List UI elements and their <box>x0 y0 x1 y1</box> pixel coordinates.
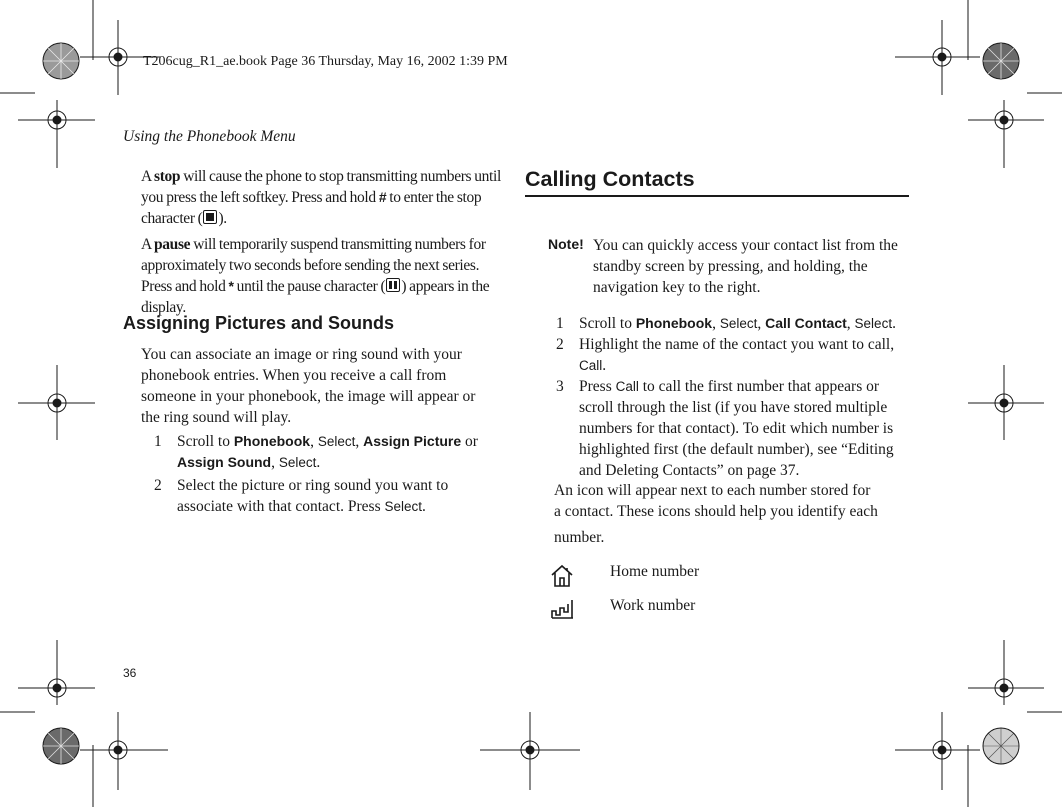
text: Highlight the name of the contact you want to call, <box>579 336 895 353</box>
list-item <box>141 475 477 517</box>
text: ) appears in the display. <box>141 278 490 316</box>
text: ). <box>218 210 227 227</box>
text: Press and hold <box>141 278 229 295</box>
print-slug: T206cug_R1_ae.book Page 36 Thursday, May 16, 2002 1:39 PM <box>143 54 508 69</box>
text: Scroll to <box>579 315 636 332</box>
menu-phonebook: Phonebook <box>635 315 713 331</box>
softkey-select: Select <box>854 316 893 331</box>
icon-intro-line-2: a contact. These icons should help you identify each <box>554 503 878 520</box>
text: . <box>422 498 426 515</box>
softkey-select: Select <box>719 316 758 331</box>
text: , <box>271 454 279 471</box>
work-number-label: Work number <box>610 597 696 614</box>
step-number: 3 <box>556 378 564 395</box>
text: , <box>846 315 855 332</box>
note-label: Note! <box>548 236 584 252</box>
menu-assign-sound: Assign Sound <box>177 454 272 470</box>
step-number: 1 <box>556 315 564 332</box>
step-number: 2 <box>154 477 162 494</box>
stop-character-icon <box>203 210 217 224</box>
menu-assign-picture: Assign Picture <box>363 433 462 449</box>
left-column <box>141 166 507 318</box>
text: will cause the phone to stop transmitting numbers until you press the left softkey. Press and hold <box>141 168 501 206</box>
step-number: 2 <box>556 336 564 353</box>
icon-intro-line-3: number. <box>554 529 605 546</box>
stop-paragraph <box>141 166 507 229</box>
text: Scroll to <box>177 433 234 450</box>
work-number-icon <box>550 598 575 620</box>
text: will temporarily suspend transmitting numbers for approximately two seconds before sending the next series. <box>141 236 486 274</box>
menu-call-contact: Call Contact <box>765 315 847 331</box>
text: . <box>316 454 321 471</box>
text: . <box>602 357 607 374</box>
home-number-icon <box>550 563 575 589</box>
icon-intro-line-1: An icon will appear next to each number stored for <box>554 482 871 499</box>
list-item <box>556 313 910 334</box>
assign-section <box>141 344 497 517</box>
text: Press <box>579 378 616 395</box>
list-item <box>556 334 910 376</box>
text: . <box>892 315 896 332</box>
text: , <box>310 433 318 450</box>
softkey-select: Select <box>278 455 317 470</box>
text: , <box>355 433 364 450</box>
text: or <box>461 433 478 450</box>
assign-heading: Assigning Pictures and Sounds <box>123 313 395 333</box>
step-number: 1 <box>154 433 162 450</box>
text: Select the picture or ring sound you want to associate with that contact. Press <box>177 477 449 515</box>
running-title: Using the Phonebook Menu <box>123 128 296 145</box>
calling-contacts-heading: Calling Contacts <box>525 167 695 191</box>
assign-paragraph: You can associate an image or ring sound with your phonebook entries. When you receive a call from someone in your phonebook, the image will appear or the ring sound will play. <box>141 346 476 426</box>
text: to call the first number that appears or scroll through the list (if you have stored multiple numbers for that contact). To edit which number is highlighted first (the default number), see “Editing and Deleting Contacts” on page 37. <box>579 378 894 479</box>
pause-paragraph <box>141 234 507 318</box>
list-item <box>141 431 497 473</box>
menu-phonebook: Phonebook <box>233 433 311 449</box>
text: , <box>712 315 720 332</box>
text: A <box>141 168 155 185</box>
star-key: * <box>228 278 234 294</box>
home-number-label: Home number <box>610 563 700 580</box>
text: A <box>141 236 155 253</box>
heading-rule <box>525 195 909 197</box>
text: until the pause character ( <box>233 278 386 295</box>
page-number: 36 <box>123 666 137 680</box>
hash-key: # <box>378 189 387 205</box>
list-item <box>556 376 910 481</box>
softkey-select: Select <box>384 499 423 514</box>
calling-steps <box>556 313 910 481</box>
pause-character-icon <box>386 278 400 292</box>
text: , <box>757 315 766 332</box>
pause-term: pause <box>154 236 191 253</box>
softkey-call: Call <box>579 358 603 373</box>
softkey-call: Call <box>615 379 639 394</box>
stop-term: stop <box>154 168 181 185</box>
note-text: You can quickly access your contact list from the standby screen by pressing, and holding, the navigation key to the right. <box>593 237 898 296</box>
text: to enter the stop character ( <box>141 189 482 227</box>
softkey-select: Select <box>317 434 356 449</box>
